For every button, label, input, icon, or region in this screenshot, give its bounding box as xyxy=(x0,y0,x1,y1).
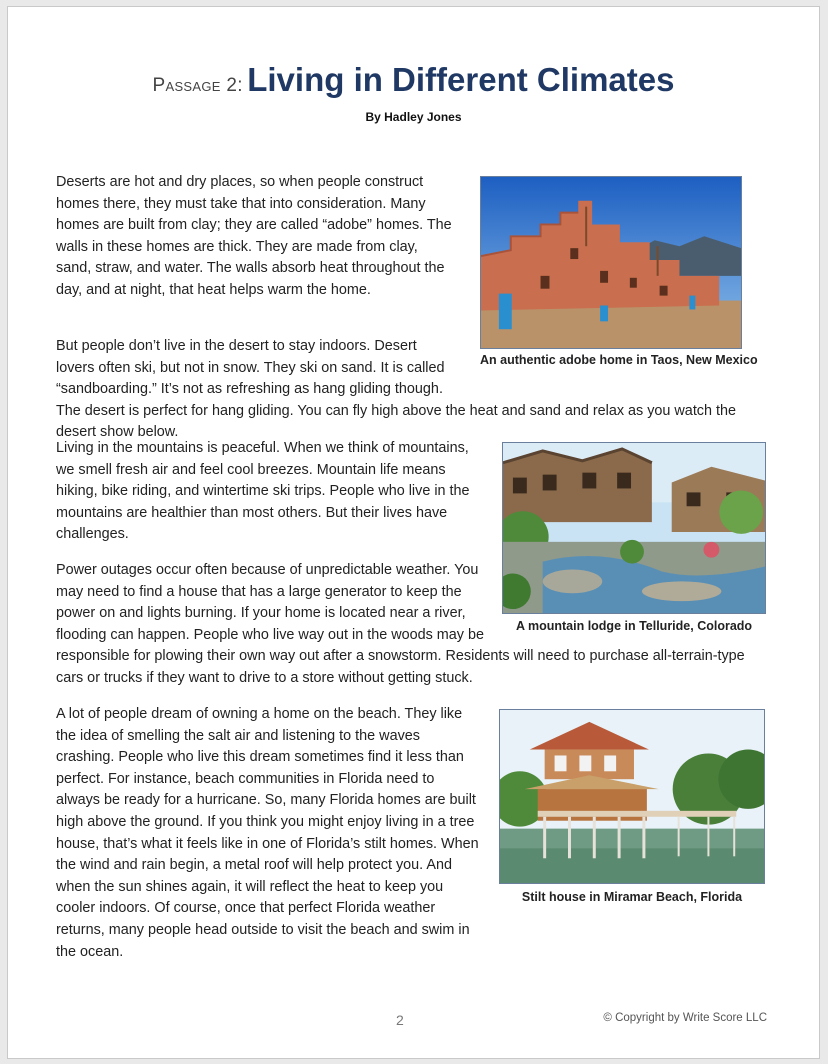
paragraph-text: Power outages occur often because of unpredictable weather. You may need to find a house that has a large generator to keep the power on and lights burning. If your home is located near a river, flooding can happen. People who live way out in the woods may be responsible for plowing their own way out after a snowstorm. Residents will need to purchase all-terrain-type cars or trucks if they want to drive to a store without getting stuck. xyxy=(56,562,745,686)
document-page xyxy=(7,6,820,1059)
paragraph-beach xyxy=(56,704,482,963)
paragraph-text: Deserts are hot and dry places, so when people construct homes there, they must take that into consideration. Many homes are built from clay; they are called “adobe” homes. The walls in these homes are thick. They are made from clay, sand, straw, and water. The walls absorb heat throughout the day, and at night, that heat helps warm the home. xyxy=(56,174,452,298)
page-number: 2 xyxy=(396,1012,404,1028)
adobe-photo-caption: An authentic adobe home in Taos, New Mexico xyxy=(480,353,758,367)
paragraph-desert-activities xyxy=(56,336,756,444)
title-text: Living in Different Climates xyxy=(247,61,675,98)
paragraph-text: A lot of people dream of owning a home on the beach. They like the idea of smelling the salt air and listening to the waves crashing. People who live this dream sometimes find it less than perfect. For instance, beach communities in Florida need to always be ready for a hurricane. So, many Florida homes are built high above the ground. If you think you might enjoy living in a tree house, that’s what it feels like in one of Florida’s stilt homes. When the wind and rain begin, a metal roof will help protect you. And when the sun shines again, it will reflect the heat to keep you cooler indoors. Of course, once that perfect Florida weather returns, many people head outside to visit the beach and swim in the ocean. xyxy=(56,706,479,960)
paragraph-desert-homes xyxy=(56,172,750,362)
byline: By Hadley Jones xyxy=(365,110,462,124)
paragraph-mountains xyxy=(56,438,476,546)
stilt-photo-caption: Stilt house in Miramar Beach, Florida xyxy=(521,890,743,904)
paragraph-text: But people don’t live in the desert to stay indoors. Desert lovers often ski, but not in snow. They ski on sand. It is called “sandboarding.” It’s not as refreshing as hang gliding though. The desert is perfect for hang gliding. You can fly high above the heat and sand and relax as you watch the desert show below. xyxy=(56,338,737,441)
paragraph-text: Living in the mountains is peaceful. When we think of mountains, we smell fresh air and feel cool breezes. Mountain life means hiking, bike riding, and wintertime ski trips. People who live in the mountains are healthier than most others. But their lives have challenges. xyxy=(56,440,470,543)
stilt-house-photo xyxy=(499,709,765,884)
passage-title xyxy=(8,61,819,99)
lodge-photo-caption: A mountain lodge in Telluride, Colorado xyxy=(515,619,753,633)
paragraph-power-outages xyxy=(56,560,758,690)
passage-label: Passage 2: xyxy=(152,75,243,96)
copyright-notice: © Copyright by Write Score LLC xyxy=(603,1012,767,1024)
